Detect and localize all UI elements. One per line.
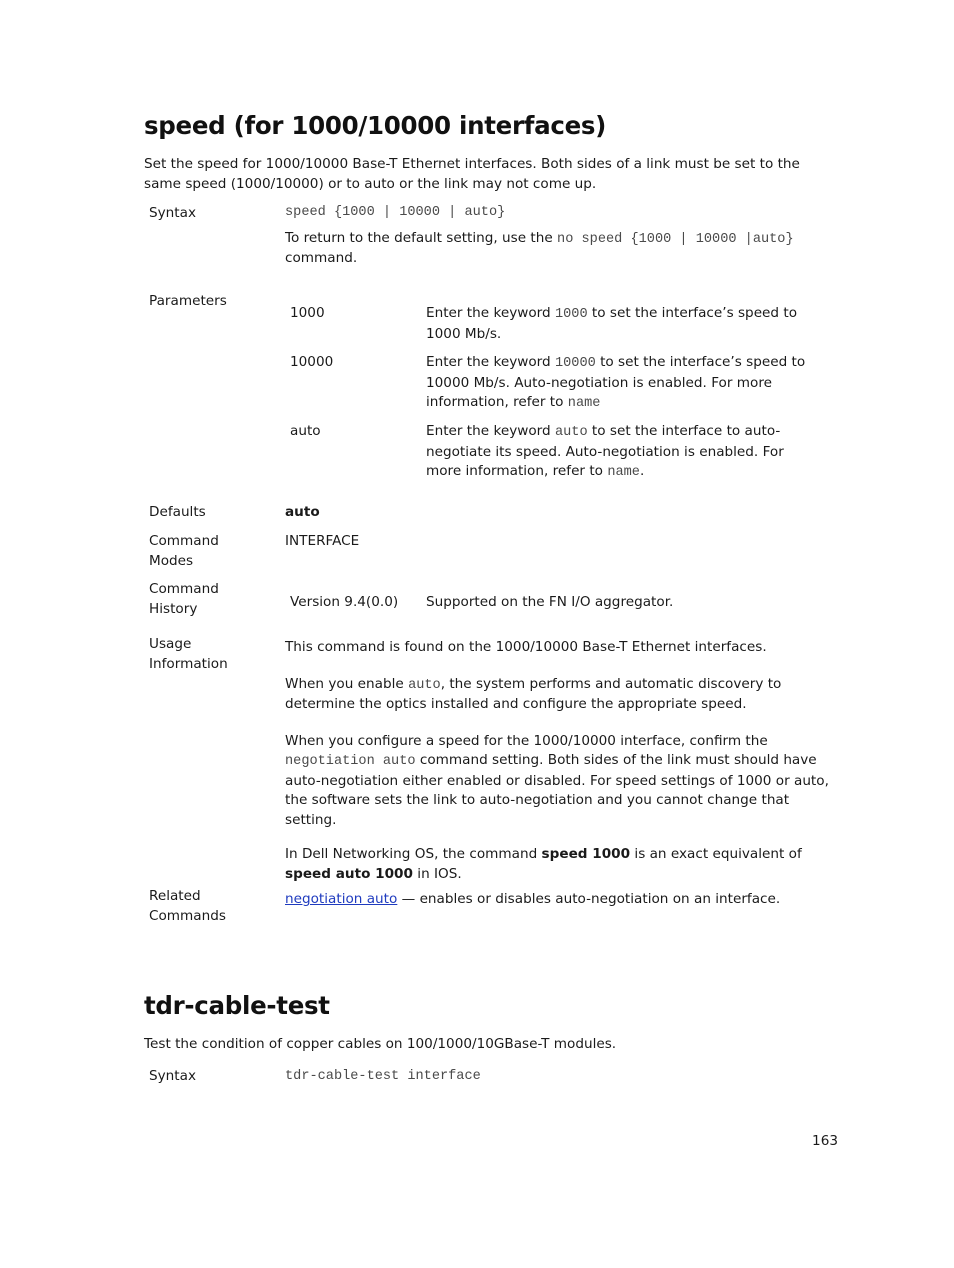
usage-paragraph-3: When you configure a speed for the 1000/10000 interface, confirm the negotiation auto command setting. Both sides of the link must should have auto-negotiation either enabled or disabled. For speed settings of 1000 or auto, the software sets the link to auto-negotiation and you cannot change that setting. xyxy=(285,732,829,828)
usage-information-body xyxy=(285,638,830,884)
history-desc: Supported on the FN I/O aggregator. xyxy=(426,594,674,610)
param-desc-1000: Enter the keyword 1000 to set the interface’s speed to 1000 Mb/s. xyxy=(426,305,798,342)
syntax-return-code: no speed {1000 | 10000 |auto} xyxy=(557,231,794,247)
section-title-speed: speed (for 1000/10000 interfaces) xyxy=(144,111,607,140)
syntax-return-post: command. xyxy=(285,250,358,266)
param-key-auto: auto xyxy=(290,423,321,439)
syntax-return-text xyxy=(285,229,830,269)
param-key-1000: 1000 xyxy=(290,305,325,321)
param-desc-auto: Enter the keyword auto to set the interface to auto-negotiate its speed. Auto-negotiation is enabled. For more information, refer to name. xyxy=(426,423,784,480)
usage-paragraph-1: This command is found on the 1000/10000 Base-T Ethernet interfaces. xyxy=(285,639,767,655)
related-commands-label: Related Commands xyxy=(149,888,226,924)
related-desc: — enables or disables auto-negotiation on an interface. xyxy=(397,891,781,907)
usage-paragraph-2: When you enable auto, the system performs and automatic discovery to determine the optics installed and configure the appropriate speed. xyxy=(285,675,782,712)
syntax-return-pre: To return to the default setting, use the xyxy=(285,229,558,246)
tdr-syntax-code: tdr-cable-test interface xyxy=(285,1069,481,1084)
related-link-negotiation-auto[interactable]: negotiation auto xyxy=(285,891,398,907)
syntax-code: speed {1000 | 10000 | auto} xyxy=(285,205,506,220)
related-commands-body xyxy=(285,890,830,910)
command-modes-label: Command Modes xyxy=(149,533,219,569)
command-modes-value: INTERFACE xyxy=(285,533,360,549)
syntax-block xyxy=(285,203,830,269)
parameters-label: Parameters xyxy=(149,293,227,309)
param-desc-10000: Enter the keyword 10000 to set the interface’s speed to 10000 Mb/s. Auto-negotiation is enabled. For more information, refer to name xyxy=(426,354,806,411)
usage-paragraph-4: In Dell Networking OS, the command speed 1000 is an exact equivalent of speed auto 1000 in IOS. xyxy=(285,846,802,882)
syntax-label: Syntax xyxy=(149,205,196,221)
defaults-label: Defaults xyxy=(149,504,206,520)
page-number: 163 xyxy=(812,1133,838,1149)
history-version: Version 9.4(0.0) xyxy=(290,594,399,610)
usage-information-label: Usage Information xyxy=(149,636,228,672)
section-intro-tdr: Test the condition of copper cables on 100/1000/10GBase-T modules. xyxy=(144,1036,617,1052)
defaults-value: auto xyxy=(285,504,320,520)
command-history-label: Command History xyxy=(149,581,219,617)
section-intro-speed: Set the speed for 1000/10000 Base-T Ethernet interfaces. Both sides of a link must be set to the same speed (1000/10000) or to auto or the link may not come up. xyxy=(144,156,800,192)
tdr-syntax-label: Syntax xyxy=(149,1068,196,1084)
param-key-10000: 10000 xyxy=(290,354,334,370)
section-title-tdr-cable-test: tdr-cable-test xyxy=(144,991,330,1020)
